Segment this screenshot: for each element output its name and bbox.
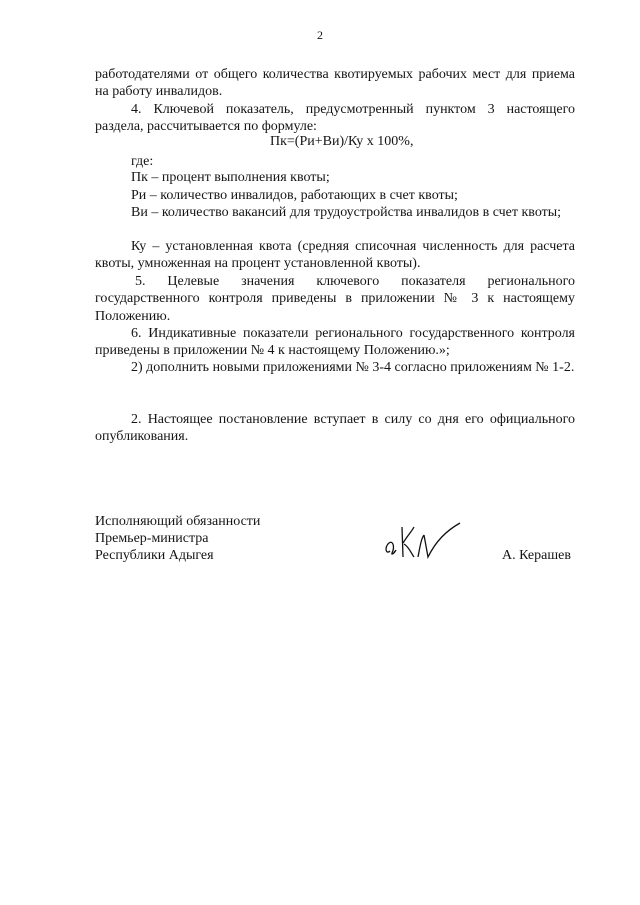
signatory-name: А. Керашев (502, 548, 571, 563)
definition-vi: Ви – количество вакансий для трудоустройства инвалидов в счет квоты; (131, 205, 562, 220)
paragraph-target-values: 5. Целевые значения ключевого показателя регионального государственного контроля приведены в приложении № 3 к настоящему Положению. (95, 274, 575, 324)
definition-ri: Ри – количество инвалидов, работающих в счет квоты; (131, 188, 458, 203)
handwritten-signature (380, 517, 470, 567)
signatory-title-line3: Республики Адыгея (95, 548, 214, 563)
paragraph-indicative: 6. Индикативные показатели регионального государственного контроля приведены в приложении № 4 к настоящему Положению.»; (95, 326, 575, 359)
paragraph-addition: 2) дополнить новыми приложениями № 3-4 согласно приложениям № 1-2. (131, 360, 575, 375)
signatory-title-line1: Исполняющий обязанности (95, 514, 261, 529)
paragraph-effective-date: 2. Настоящее постановление вступает в силу со дня его официального опубликования. (95, 412, 575, 445)
definition-ku: Ку – установленная квота (средняя списочная численность для расчета квоты, умноженная на процент установленной квоты). (95, 239, 575, 272)
paragraph-key-indicator: 4. Ключевой показатель, предусмотренный пунктом 3 настоящего раздела, рассчитывается по формуле: (95, 102, 575, 135)
paragraph-continuation: работодателями от общего количества квотируемых рабочих мест для приема на работу инвалидов. (95, 67, 575, 100)
formula: Пк=(Ри+Ви)/Ку х 100%, (270, 134, 414, 149)
page-number: 2 (317, 28, 323, 42)
where-label: где: (131, 154, 154, 169)
definition-pk: Пк – процент выполнения квоты; (131, 170, 330, 185)
signatory-title-line2: Премьер-министра (95, 531, 209, 546)
